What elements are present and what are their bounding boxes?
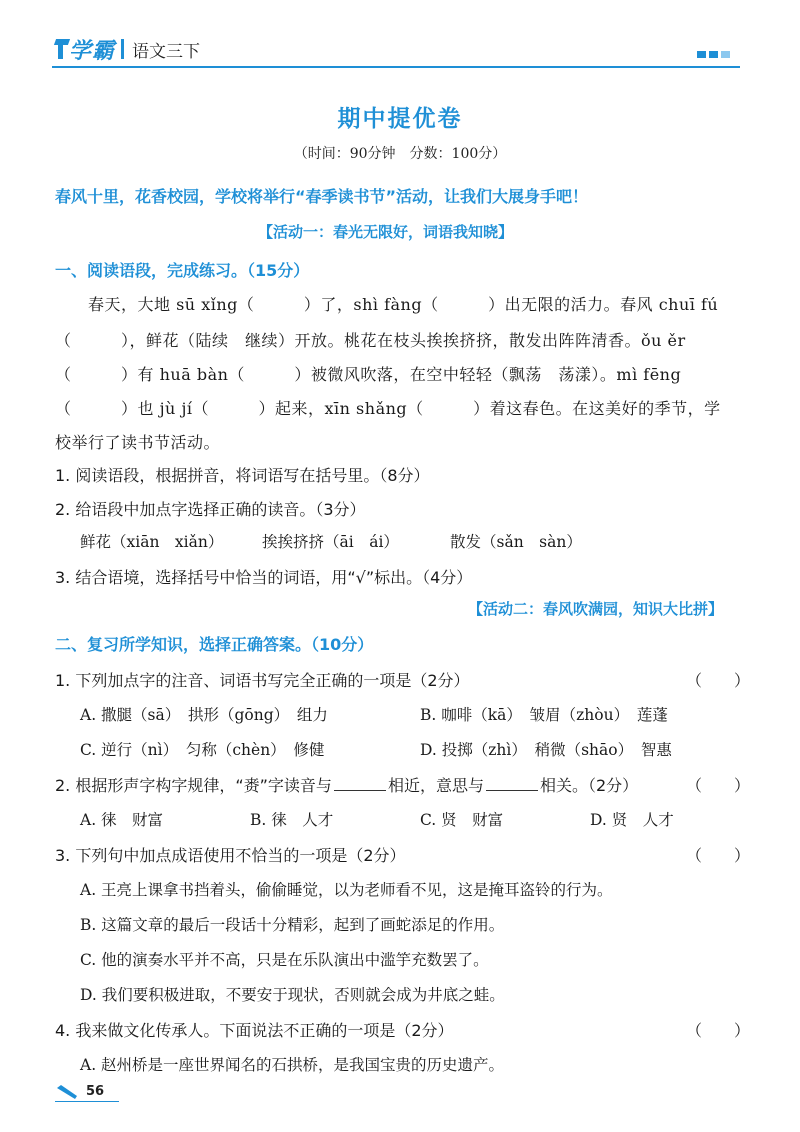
passage-line: （ ）有 huā bàn（ ）被微风吹落，在空中轻轻（飘荡 荡漾）。mì fēng [55,365,682,384]
passage-line: （ ）也 jù jí（ ）起来，xīn shǎng（ ）着这春色。在这美好的季节，学 [55,399,721,418]
question-1-1: 1. 阅读语段，根据拼音，将词语写在括号里。（8分） [55,466,430,485]
option-d[interactable]: D. 贤 人才 [590,811,674,829]
option-a[interactable]: A. 赵州桥是一座世界闻名的石拱桥，是我国宝贵的历史遗产。 [80,1056,505,1074]
question-2-2-start: 2. 根据形声字构字规律，“赉”字读音与 [55,776,332,795]
question-2-1: 1. 下列加点字的注音、词语书写完全正确的一项是（2分） [55,671,470,690]
section-one-heading: 一、阅读语段，完成练习。（15分） [55,261,310,280]
pronunciation-option[interactable]: 挨挨挤挤（āi ái） [262,533,399,551]
question-2-2-middle: 相近，意思与 [387,776,484,795]
book-title: 语文三下 [132,41,201,62]
logo-divider [121,39,124,59]
header-logo [55,34,200,64]
question-1-2: 2. 给语段中加点字选择正确的读音。（3分） [55,500,366,519]
option-b[interactable]: B. 咖啡（kā） 皱眉（zhòu） 莲蓬 [420,706,668,724]
option-d[interactable]: D. 投掷（zhì） 稍微（shāo） 智惠 [420,741,672,759]
exam-info: （时间：90分钟 分数：100分） [293,146,507,162]
section-two-heading: 二、复习所学知识，选择正确答案。（10分） [55,635,374,654]
question-1-3: 3. 结合语境，选择括号中恰当的词语，用“√”标出。（4分） [55,568,473,587]
passage-line: （ ），鲜花（陆续 继续）开放。桃花在枝头挨挨挤挤，散发出阵阵清香。ǒu ěr [55,331,686,350]
option-c[interactable]: C. 贤 财富 [420,811,504,829]
question-2-4: 4. 我来做文化传承人。下面说法不正确的一项是（2分） [55,1021,454,1040]
pronunciation-option[interactable]: 散发（sǎn sàn） [450,533,582,551]
answer-paren[interactable]: （ ） [686,671,751,690]
option-d[interactable]: D. 我们要积极进取，不要安于现状，否则就会成为井底之蛙。 [80,986,505,1004]
activity-two-heading: 【活动二：春风吹满园，知识大比拼】 [468,600,724,618]
question-2-2-end: 相关。（2分） [539,776,639,795]
answer-paren[interactable]: （ ） [686,1021,751,1040]
graduation-cap-icon [55,39,67,59]
footer-rule [55,1101,119,1102]
answer-blank[interactable] [334,776,386,791]
answer-blank[interactable] [486,776,538,791]
answer-paren[interactable]: （ ） [686,846,751,865]
page-title: 期中提优卷 [337,106,463,132]
pencil-icon [55,1085,79,1099]
activity-one-heading: 【活动一：春光无限好，词语我知晓】 [258,223,514,241]
passage-line: 校举行了读书节活动。 [55,433,221,452]
option-a[interactable]: A. 王亮上课拿书挡着头，偷偷睡觉，以为老师看不见，这是掩耳盗铃的行为。 [80,881,613,899]
intro-text: 春风十里，花香校园，学校将举行“春季读书节”活动，让我们大展身手吧！ [55,187,589,206]
answer-paren[interactable]: （ ） [686,776,751,795]
option-c[interactable]: C. 他的演奏水平并不高，只是在乐队演出中滥竽充数罢了。 [80,951,489,969]
logo-text: 学霸 [69,38,116,64]
question-2-2 [55,773,638,796]
option-a[interactable]: A. 徕 财富 [80,811,164,829]
pronunciation-option[interactable]: 鲜花（xiān xiǎn） [80,533,224,551]
page-number: 56 [86,1084,105,1099]
option-b[interactable]: B. 徕 人才 [250,811,334,829]
option-c[interactable]: C. 逆行（nì） 匀称（chèn） 修健 [80,741,325,759]
header-rule [52,66,740,68]
header-decoration [697,51,730,58]
passage-line: 春天，大地 sū xǐng（ ）了，shì fàng（ ）出无限的活力。春风 chuī fú [88,295,719,314]
option-a[interactable]: A. 撒腿（sā） 拱形（gōng） 组力 [80,706,328,724]
question-2-3: 3. 下列句中加点成语使用不恰当的一项是（2分） [55,846,406,865]
option-b[interactable]: B. 这篇文章的最后一段话十分精彩，起到了画蛇添足的作用。 [80,916,505,934]
